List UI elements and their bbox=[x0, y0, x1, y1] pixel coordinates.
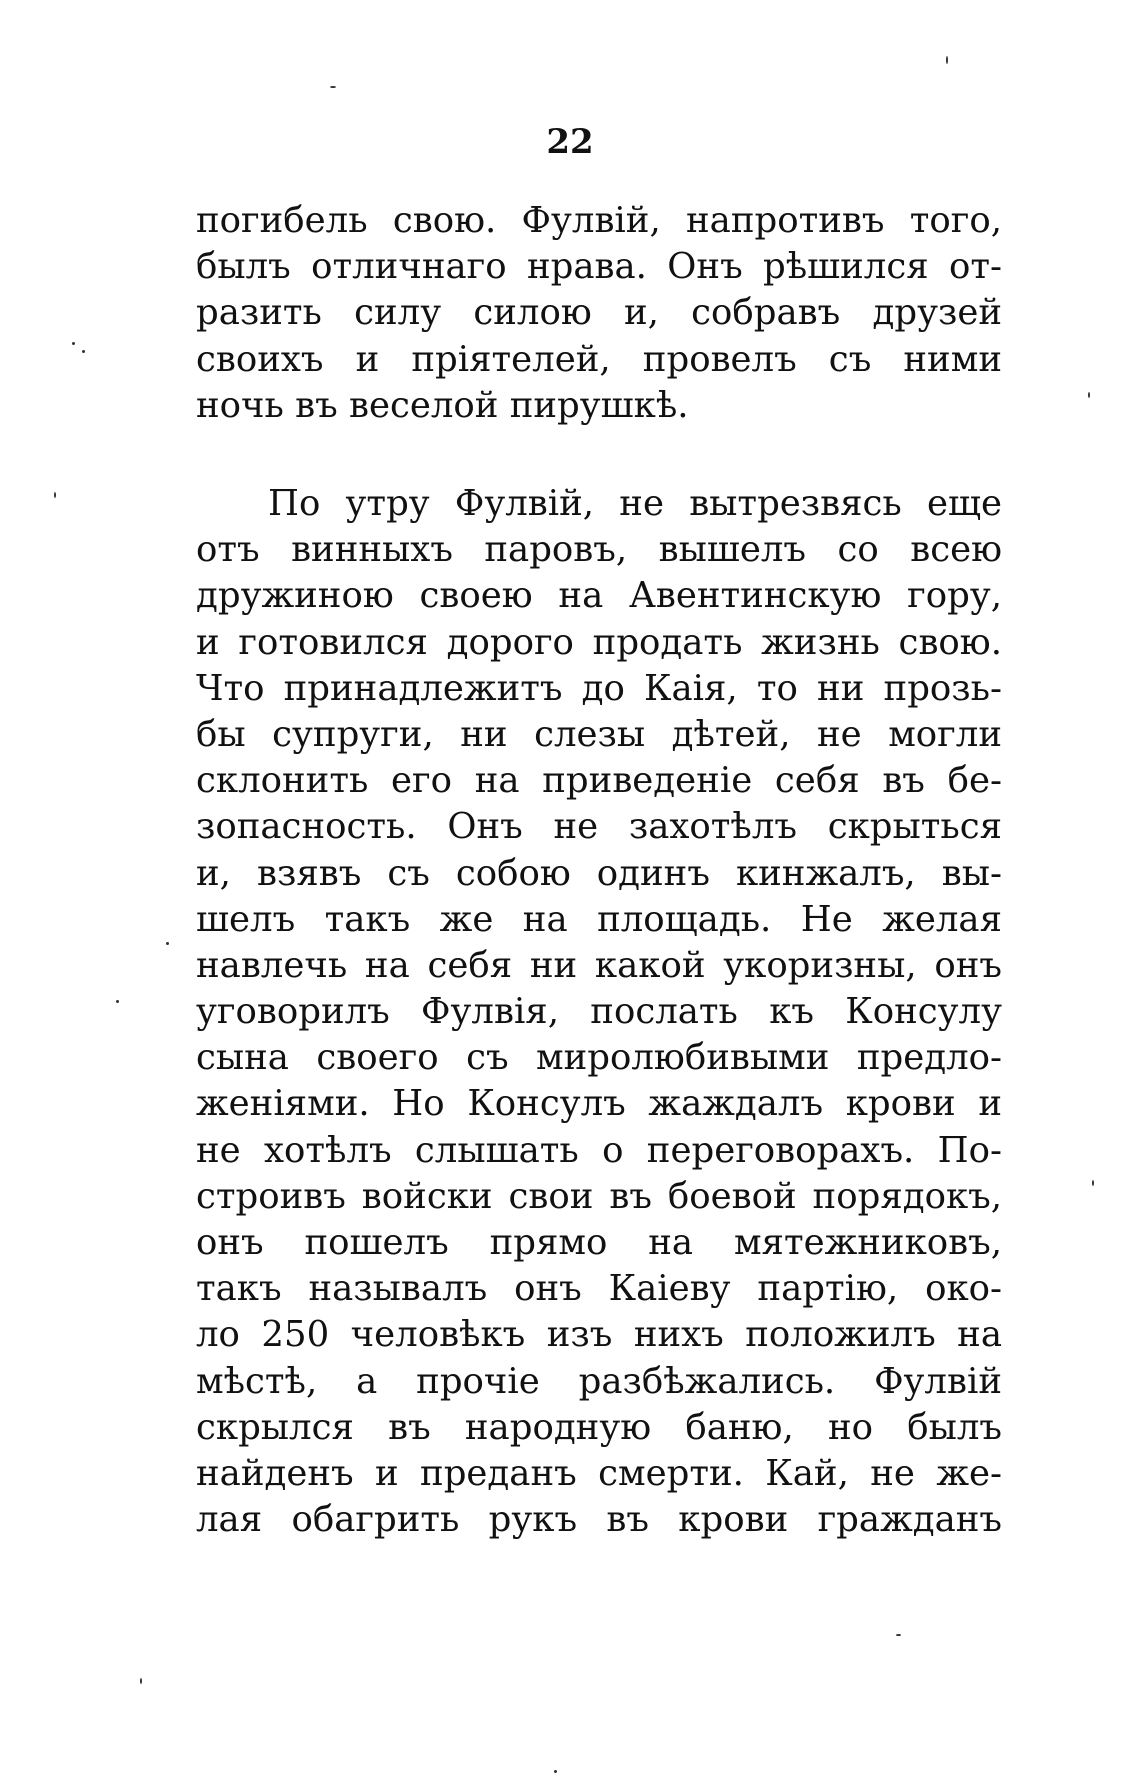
text-line: склонить его на приведеніе себя въ бе- bbox=[196, 760, 1002, 802]
text-line: онъ пошелъ прямо на мятежниковъ, bbox=[196, 1222, 1002, 1263]
scan-speck bbox=[1088, 392, 1090, 398]
text-line: отъ винныхъ паровъ, вышелъ со всею bbox=[196, 529, 1002, 571]
text-line: шелъ такъ же на площадь. Не желая bbox=[196, 898, 1002, 940]
paragraph-2 bbox=[196, 481, 1002, 1543]
page-number: 22 bbox=[546, 122, 594, 162]
text-line: По утру Фулвій, не вытрезвясь еще bbox=[268, 483, 1002, 524]
text-line: такъ называлъ онъ Каіеву партію, око- bbox=[196, 1268, 1002, 1310]
text-line: мѣстѣ, а прочіе разбѣжались. Фулвій bbox=[196, 1360, 1002, 1402]
scan-speck bbox=[554, 1770, 557, 1773]
text-line: своихъ и пріятелей, провелъ съ ними bbox=[196, 338, 1002, 380]
scan-speck bbox=[946, 56, 948, 64]
scan-speck bbox=[72, 342, 75, 345]
text-line: ночь въ веселой пирушкѣ. bbox=[196, 384, 689, 426]
paragraph-1 bbox=[196, 198, 1002, 429]
text-line: ло 250 человѣкъ изъ нихъ положилъ на bbox=[196, 1314, 1002, 1356]
scan-speck bbox=[140, 1678, 142, 1684]
text-line: Что принадлежитъ до Каія, то ни прозь- bbox=[196, 667, 1002, 709]
text-line: сына своего съ миролюбивыми предло- bbox=[196, 1037, 1002, 1079]
scan-speck bbox=[896, 1634, 901, 1636]
text-line: разить силу силою и, собравъ друзей bbox=[196, 292, 1002, 334]
text-line: не хотѣлъ слышать о переговорахъ. По- bbox=[196, 1129, 1002, 1171]
text-line: уговорилъ Фулвія, послать къ Консулу bbox=[196, 991, 1002, 1033]
text-line: зопасность. Онъ не захотѣлъ скрыться bbox=[196, 806, 1002, 848]
text-line: строивъ войски свои въ боевой порядокъ, bbox=[196, 1175, 1002, 1217]
text-line: бы супруги, ни слезы дѣтей, не могли bbox=[196, 713, 1002, 755]
text-line: и готовился дорого продать жизнь свою. bbox=[196, 621, 1002, 663]
text-line: былъ отличнаго нрава. Онъ рѣшился от- bbox=[196, 246, 1002, 288]
text-line: погибель свою. Фулвій, напротивъ того, bbox=[196, 200, 1002, 241]
text-line: и, взявъ съ собою одинъ кинжалъ, вы- bbox=[196, 852, 1002, 894]
text-line: скрылся въ народную баню, но былъ bbox=[196, 1406, 1002, 1448]
scan-speck bbox=[116, 1000, 119, 1003]
scan-speck bbox=[330, 86, 336, 88]
text-line: навлечь на себя ни какой укоризны, онъ bbox=[196, 944, 1002, 986]
text-line: лая обагрить рукъ въ крови гражданъ bbox=[196, 1499, 1002, 1541]
scan-speck bbox=[1092, 1180, 1094, 1186]
scan-speck bbox=[82, 350, 85, 353]
scan-speck bbox=[166, 942, 169, 945]
text-line: женіями. Но Консулъ жаждалъ крови и bbox=[196, 1083, 1002, 1125]
scan-speck bbox=[54, 492, 56, 498]
text-line: найденъ и преданъ смерти. Кай, не же- bbox=[196, 1452, 1002, 1494]
text-line: дружиною своею на Авентинскую гору, bbox=[196, 575, 1002, 617]
